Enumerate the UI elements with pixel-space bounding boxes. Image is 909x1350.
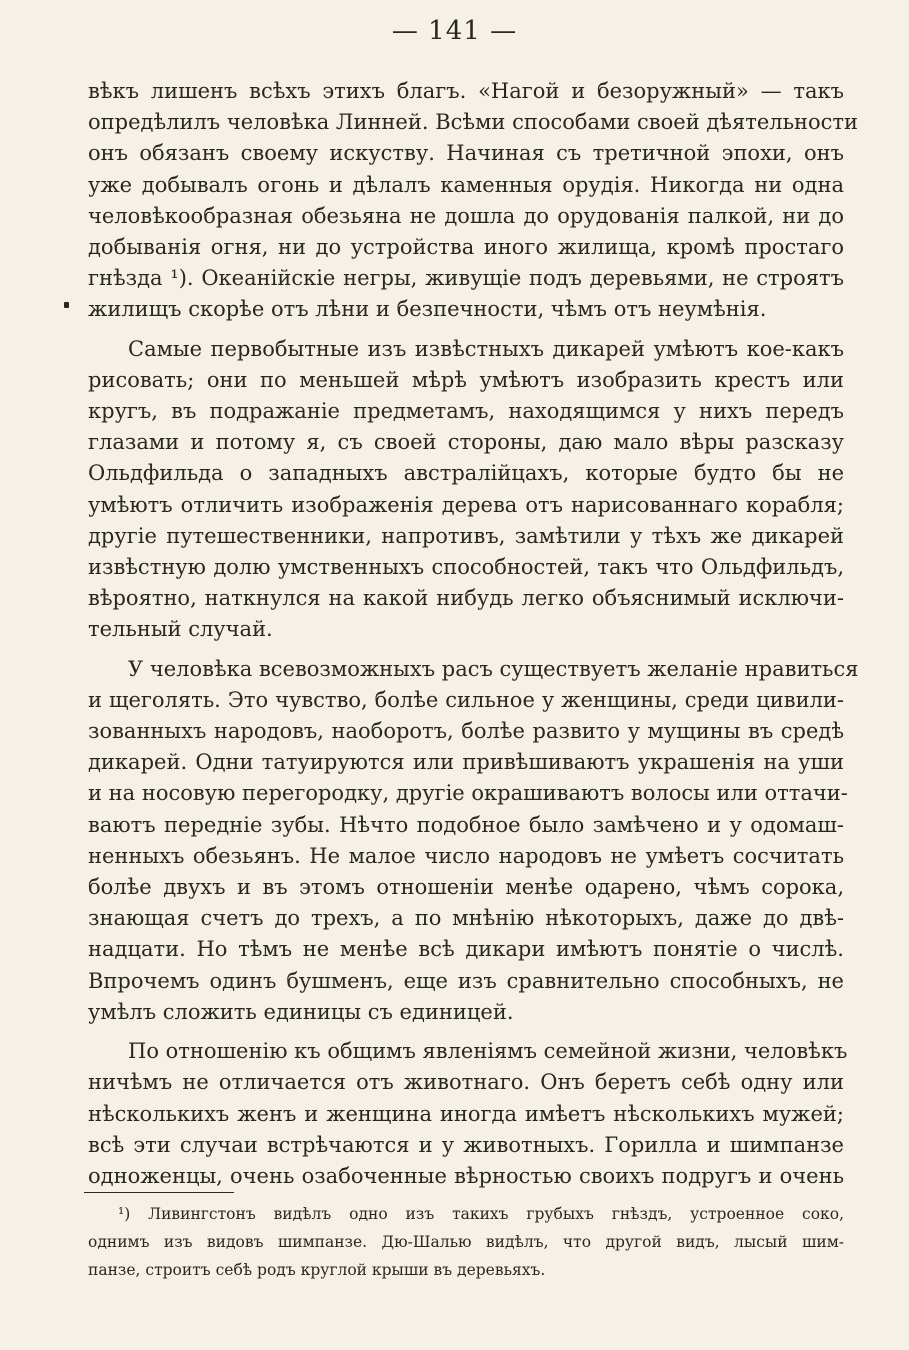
text-line: умѣютъ отличить изображенія дерева отъ нарисованнаго корабля; bbox=[88, 492, 844, 517]
page-number-header: — 141 — bbox=[391, 16, 518, 46]
text-line: всѣ эти случаи встрѣчаются и у животныхъ. Горилла и шимпанзе bbox=[88, 1132, 844, 1157]
text-line: вѣроятно, наткнулся на какой нибудь легко объяснимый исключи- bbox=[88, 586, 844, 611]
text-line: вѣкъ лишенъ всѣхъ этихъ благъ. «Нагой и безоружный» — такъ bbox=[88, 79, 844, 103]
text-line: уже добывалъ огонь и дѣлалъ каменныя орудія. Никогда ни одна bbox=[88, 172, 844, 197]
footnote-line: панзе, строитъ себѣ родъ круглой крыши въ деревьяхъ. bbox=[88, 1261, 546, 1279]
text-line: зованныхъ народовъ, наоборотъ, болѣе развито у мущины въ средѣ bbox=[88, 719, 844, 744]
main-text bbox=[88, 76, 859, 1200]
paragraph-4 bbox=[88, 1036, 848, 1192]
text-line: жилищъ скорѣе отъ лѣни и безпечности, чѣмъ отъ неумѣнія. bbox=[88, 297, 767, 322]
paragraph-3 bbox=[88, 654, 859, 1028]
text-line: надцати. Но тѣмъ не менѣе всѣ дикари имѣютъ понятіе о числѣ. bbox=[88, 937, 844, 962]
text-line: опредѣлилъ человѣка Линней. Всѣми способами своей дѣятельности bbox=[88, 110, 859, 135]
ink-mark bbox=[64, 302, 69, 308]
text-line: Ольдфильда о западныхъ австралійцахъ, которые будто бы не bbox=[88, 461, 844, 486]
paragraph-1 bbox=[88, 76, 859, 326]
text-line: одноженцы, очень озабоченные вѣрностью своихъ подругъ и очень bbox=[88, 1163, 844, 1188]
text-line: дикарей. Одни татуируются или привѣшиваютъ украшенія на уши bbox=[88, 750, 844, 775]
text-line: извѣстную долю умственныхъ способностей, такъ что Ольдфильдъ, bbox=[88, 555, 844, 580]
text-line: ничѣмъ не отличается отъ животнаго. Онъ беретъ себѣ одну или bbox=[88, 1070, 844, 1095]
text-line: умѣлъ сложить единицы съ единицей. bbox=[88, 999, 514, 1024]
footnote-separator bbox=[84, 1192, 234, 1193]
text-line: другіе путешественники, напротивъ, замѣтили у тѣхъ же дикарей bbox=[88, 523, 844, 548]
text-line: и на носовую перегородку, другіе окрашиваютъ волосы или оттачи- bbox=[88, 781, 848, 806]
text-line: кругъ, въ подражаніе предметамъ, находящимся у нихъ передъ bbox=[88, 399, 844, 424]
text-line: тельный случай. bbox=[88, 617, 273, 642]
footnote-line: ¹) Ливингстонъ видѣлъ одно изъ такихъ грубыхъ гнѣздъ, устроенное соко, bbox=[118, 1205, 844, 1223]
text-line: ненныхъ обезьянъ. Не малое число народовъ не умѣетъ сосчитать bbox=[88, 843, 844, 868]
text-line: болѣе двухъ и въ этомъ отношеніи менѣе одарено, чѣмъ сорока, bbox=[88, 875, 844, 900]
text-line: и щеголять. Это чувство, болѣе сильное у женщины, среди цивили- bbox=[88, 687, 844, 712]
paragraph-2 bbox=[88, 334, 844, 646]
text-line: У человѣка всевозможныхъ расъ существуетъ желаніе нравиться bbox=[128, 656, 859, 681]
text-line: нѣсколькихъ женъ и женщина иногда имѣетъ нѣсколькихъ мужей; bbox=[88, 1101, 844, 1126]
text-line: Самые первобытные изъ извѣстныхъ дикарей умѣютъ кое-какъ bbox=[128, 336, 844, 361]
text-line: гнѣзда ¹). Океанійскіе негры, живущіе подъ деревьями, не строятъ bbox=[88, 266, 844, 291]
text-line: рисовать; они по меньшей мѣрѣ умѣютъ изобразить крестъ или bbox=[88, 367, 844, 392]
text-line: человѣкообразная обезьяна не дошла до орудованія палкой, ни до bbox=[88, 203, 844, 228]
text-line: ваютъ передніе зубы. Нѣчто подобное было замѣчено и у одомаш- bbox=[88, 812, 844, 837]
footnote-line: однимъ изъ видовъ шимпанзе. Дю-Шалью видѣлъ, что другой видъ, лысый шим- bbox=[88, 1233, 844, 1251]
text-line: глазами и потому я, съ своей стороны, даю мало вѣры разсказу bbox=[88, 430, 844, 455]
text-line: онъ обязанъ своему искуству. Начиная съ третичной эпохи, онъ bbox=[88, 141, 844, 166]
text-line: знающая счетъ до трехъ, а по мнѣнію нѣкоторыхъ, даже до двѣ- bbox=[88, 906, 844, 931]
text-line: добыванія огня, ни до устройства иного жилища, кромѣ простаго bbox=[88, 235, 844, 260]
text-line: Впрочемъ одинъ бушменъ, еще изъ сравнительно способныхъ, не bbox=[88, 968, 844, 993]
text-line: По отношенію къ общимъ явленіямъ семейной жизни, человѣкъ bbox=[128, 1039, 848, 1064]
footnote bbox=[88, 1200, 844, 1284]
